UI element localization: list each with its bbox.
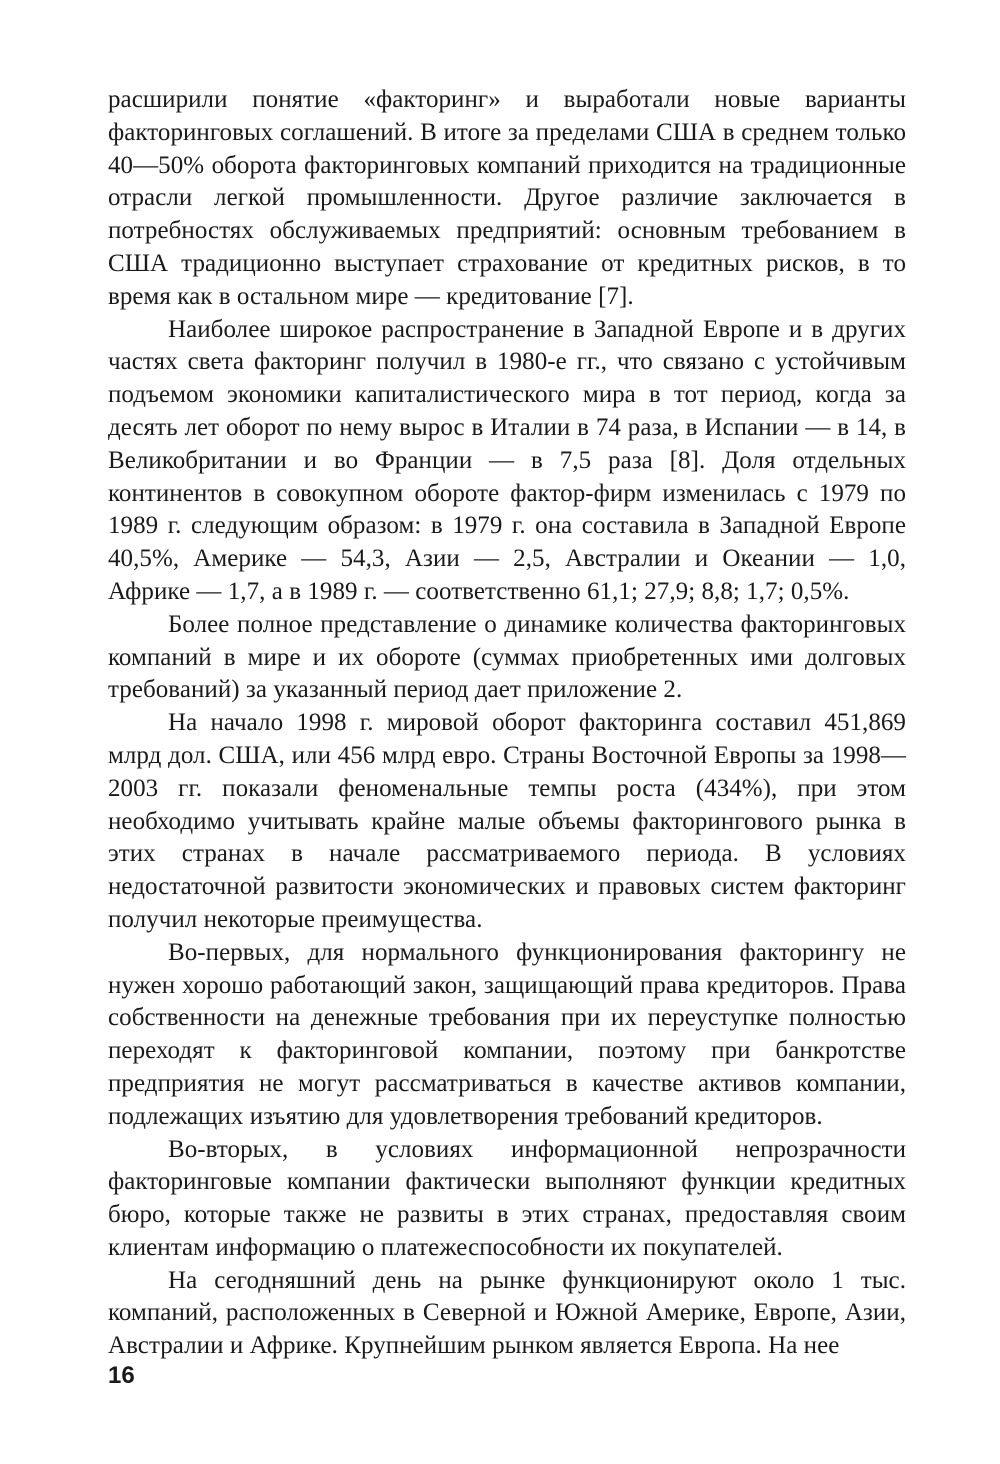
paragraph-6: Во-вторых, в условиях информационной непрозрачности факторинговые компании фактически выполняют функции кредитных бюро, которые также не развиты в этих странах, предоставляя своим клиентам информацию о платежеспособности их покупателей. <box>108 1135 906 1261</box>
paragraph-3: Более полное представление о динамике количества факторинговых компаний в мире и их обороте (суммах приобретенных ими долговых требований) за указанный период дает приложение 2. <box>108 610 906 704</box>
page-number: 16 <box>108 1362 135 1389</box>
paragraph-1: расширили понятие «факторинг» и выработали новые варианты факторинговых соглашений. В итоге за пределами США в среднем только 40—50% оборота факторинговых компаний приходится на традиционные отрасли легкой промышленности. Другое различие заключается в потребностях обслуживаемых предприятий: основным требованием в США традиционно выступает страхование от кредитных рисков, в то время как в остальном мире — кредитование [7]. <box>108 86 906 310</box>
paragraph-2: Наиболее широкое распространение в Западной Европе и в других частях света факторинг получил в 1980-е гг., что связано с устойчивым подъемом экономики капиталистического мира в тот период, когда за десять лет оборот по нему вырос в Италии в 74 раза, в Испании — в 14, в Великобритании и во Франции — в 7,5 раза [8]. Доля отдельных континентов в совокупном обороте фактор-фирм изменилась с 1979 по 1989 г. следующим образом: в 1979 г. она составила в Западной Европе 40,5%, Америке — 54,3, Азии — 2,5, Австралии и Океании — 1,0, Африке — 1,7, а в 1989 г. — соответственно 61,1; 27,9; 8,8; 1,7; 0,5%. <box>108 315 906 605</box>
paragraph-4: На начало 1998 г. мировой оборот факторинга составил 451,869 млрд дол. США, или 456 млрд евро. Страны Восточной Европы за 1998—2003 гг. показали феноменальные темпы роста (434%), при этом необходимо учитывать крайне малые объемы факторингового рынка в этих странах в начале рассматриваемого периода. В условиях недостаточной развитости экономических и правовых систем факторинг получил некоторые преимущества. <box>108 709 906 933</box>
page-body <box>108 84 906 1363</box>
paragraph-5: Во-первых, для нормального функционирования факторингу не нужен хорошо работающий закон, защищающий права кредиторов. Права собственности на денежные требования при их переуступке полностью переходят к факторинговой компании, поэтому при банкротстве предприятия не могут рассматриваться в качестве активов компании, подлежащих изъятию для удовлетворения требований кредиторов. <box>108 938 906 1130</box>
paragraph-7: На сегодняшний день на рынке функционируют около 1 тыс. компаний, расположенных в Северной и Южной Америке, Европе, Азии, Австралии и Африке. Крупнейшим рынком является Европа. На нее <box>108 1266 906 1360</box>
